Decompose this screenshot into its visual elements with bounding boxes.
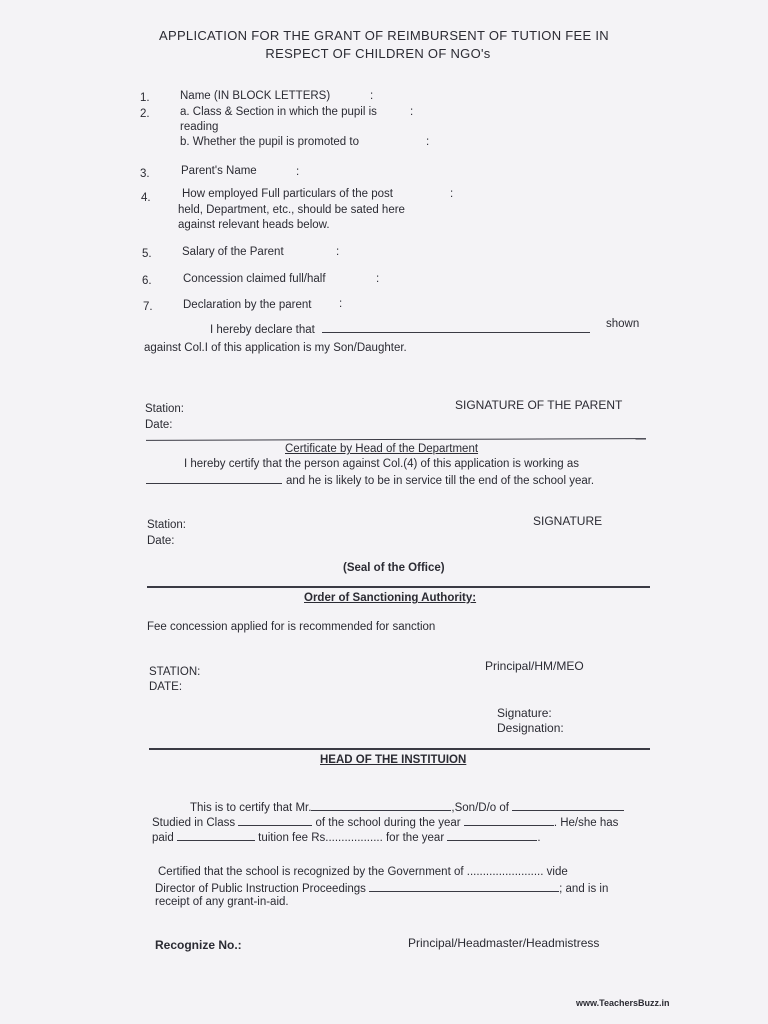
item-number: 5. [142, 248, 152, 260]
proceedings-text: Director of Public Instruction Proceedings [155, 883, 366, 895]
and-is-in-text: ; and is in [559, 883, 609, 895]
item-number: 6. [142, 275, 152, 287]
certificate-line2-text: and he is likely to be in service till the end of the school year. [286, 475, 595, 487]
studied-class-text: Studied in Class [152, 817, 236, 829]
form-title-line2: RESPECT OF CHILDREN OF NGO's [265, 46, 491, 61]
station-label: STATION: [149, 666, 201, 678]
parent-name-blank [512, 800, 624, 811]
recognized-text: Certified that the school is recognized by the Government of [158, 866, 464, 878]
institution-heading: HEAD OF THE INSTITUION [320, 754, 467, 766]
item-colon: : [426, 136, 430, 148]
sanction-text: Fee concession applied for is recommended for sanction [147, 621, 436, 633]
declaration-blank [322, 322, 590, 333]
station-label: Station: [147, 519, 186, 531]
recognized-line3: receipt of any grant-in-aid. [155, 896, 289, 908]
paid-text: paid [152, 832, 174, 844]
item-number: 7. [143, 301, 153, 313]
item-colon: : [450, 188, 454, 200]
item-label: against relevant heads below. [178, 219, 330, 231]
certify-line1 [190, 800, 624, 814]
divider-line [146, 438, 646, 441]
item-colon: : [336, 246, 340, 258]
certify-mr-text: This is to certify that Mr. [190, 802, 312, 814]
item-label: How employed Full particulars of the post [182, 188, 393, 200]
divider-line [149, 748, 650, 750]
designation-label: Designation: [497, 721, 564, 735]
item-label: Parent's Name [181, 165, 257, 177]
item-label: held, Department, etc., should be sated here [178, 204, 405, 216]
fee-year-blank [447, 830, 537, 841]
recognized-line1 [158, 866, 568, 878]
signature-label: SIGNATURE [533, 514, 603, 528]
certificate-line1: I hereby certify that the person against Col.(4) of this application is working as [184, 458, 580, 470]
item-label: b. Whether the pupil is promoted to [180, 136, 359, 148]
form-title-line1: APPLICATION FOR THE GRANT OF REIMBURSENT OF TUTION FEE IN [159, 28, 609, 43]
parent-signature-label: SIGNATURE OF THE PARENT [455, 398, 623, 412]
item-number: 3. [140, 168, 150, 180]
proceedings-blank [369, 881, 559, 892]
date-label: DATE: [149, 681, 183, 693]
item-label: a. Class & Section in which the pupil is [180, 106, 377, 118]
year-blank [464, 815, 554, 826]
item-label: reading [180, 121, 219, 133]
item-label: Declaration by the parent [183, 299, 312, 311]
item-number: 4. [141, 192, 151, 204]
certificate-heading: Certificate by Head of the Department [285, 443, 479, 455]
declaration-end: shown [606, 318, 640, 330]
class-blank [238, 815, 312, 826]
date-label: Date: [145, 419, 173, 431]
divider-line [147, 586, 650, 588]
school-year-text: of the school during the year [315, 817, 461, 829]
item-label: Name (IN BLOCK LETTERS) [180, 90, 331, 102]
item-number: 2. [140, 108, 150, 120]
paid-blank [177, 830, 255, 841]
declaration-text [210, 322, 590, 336]
vide-text: ........................ vide [466, 866, 568, 878]
item-colon: : [370, 90, 374, 102]
certify-line3 [152, 830, 541, 844]
item-number: 1. [140, 92, 150, 104]
declaration-line2: against Col.I of this application is my Son/Daughter. [144, 342, 407, 354]
item-colon: : [410, 106, 414, 118]
item-colon: : [296, 166, 300, 178]
student-name-blank [311, 800, 451, 811]
signature-label: Signature: [497, 706, 552, 720]
certify-son-of-text: ,Son/D/o of [451, 802, 509, 814]
recognized-line2 [155, 881, 608, 895]
certify-line2 [152, 815, 618, 829]
station-label: Station: [145, 403, 184, 415]
footer-website: www.TeachersBuzz.in [576, 998, 670, 1008]
tuition-fee-text: tuition fee Rs.................. for the year [258, 832, 445, 844]
principal-headmaster-label: Principal/Headmaster/Headmistress [408, 936, 600, 950]
item-colon: : [339, 298, 343, 310]
period-text: . [537, 832, 541, 844]
item-label: Concession claimed full/half [183, 273, 326, 285]
seal-label: (Seal of the Office) [343, 562, 445, 574]
item-label: Salary of the Parent [182, 246, 284, 258]
declaration-start: I hereby declare that [210, 324, 315, 336]
recognize-no-label: Recognize No.: [155, 938, 242, 952]
occupation-blank [146, 473, 282, 484]
sanction-heading: Order of Sanctioning Authority: [304, 592, 477, 604]
certificate-line2 [146, 473, 594, 487]
item-colon: : [376, 273, 380, 285]
date-label: Date: [147, 535, 175, 547]
principal-hm-meo-label: Principal/HM/MEO [485, 659, 584, 673]
hes-has-text: . He/she has [553, 817, 619, 829]
